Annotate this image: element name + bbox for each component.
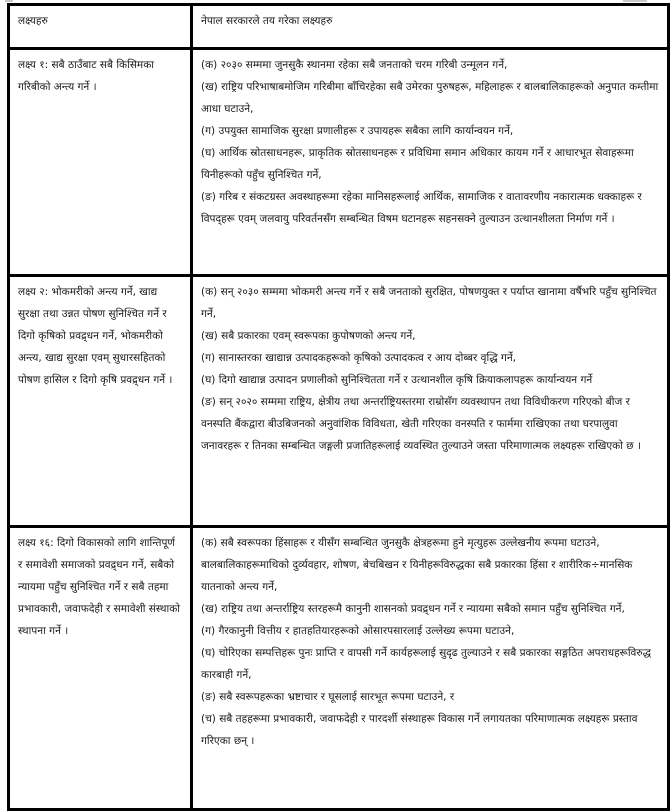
ruler-mark — [623, 0, 647, 2]
ruler-mark — [5, 0, 13, 2]
target-item: (ङ) सबै स्वरूपहरूका भ्रष्टाचार र घूसलाई सारभूत रूपमा घटाउने, र — [201, 691, 455, 703]
target-item: (ख) राष्ट्रिय परिभाषाबमोजिम गरिबीमा बाँचिरहेका सबै उमेरका पुरुषहरू, महिलाहरू र बालबालिकाहरूको अनुपात कम्तीमा आधा घटाउने, — [201, 81, 659, 115]
target-item: (घ) चोरिएका सम्पत्तिहरू पुनः प्राप्ति र वापसी गर्ने कार्यहरूलाई सुदृढ तुल्याउने र सबै प्रकारका सङ्गठित अपराधहरूविरुद्ध कारबाही गर्ने, — [201, 647, 652, 681]
target-item: (ख) सबै प्रकारका एवम् स्वरूपका कुपोषणको अन्त्य गर्ने, — [201, 330, 416, 342]
target-item: (ग) सानास्तरका खाद्यान्न उत्पादकहरूको कृषिको उत्पादकत्व र आय दोब्बर वृद्धि गर्ने, — [201, 352, 517, 364]
table-row — [9, 527, 669, 810]
target-item: (ङ) गरिब र संकटग्रस्त अवस्थाहरूमा रहेका मानिसहरूलाई आर्थिक, सामाजिक र वातावरणीय नकारात्मक धक्काहरू र विपद्हरू एवम् जलवायु परिवर्तनसँग सम्बन्धित विषम घटानहरू सहनसक्ने तुल्याउन उत्थानशीलता निर्माण गर्ने । — [201, 191, 642, 225]
goal-cell: लक्ष्य १६: दिगो विकासको लागि शान्तिपूर्ण र समावेशी समाजको प्रवद्र्धन गर्ने, सबैको न्यायमा पहुँच सुनिश्चित गर्ने र सबै तहमा प्रभावकारी, जवाफदेही र समावेशी संस्थाको स्थापना गर्ने । — [9, 527, 192, 810]
table-header-row — [9, 5, 669, 49]
target-item: (क) सन् २०३० सम्ममा भोकमरी अन्त्य गर्ने र सबै जनताको सुरक्षित, पोषणयुक्त र पर्याप्त खानामा वर्षैभरि पहुँच सुनिश्चित गर्ने, — [201, 286, 657, 320]
header-goals: लक्ष्यहरु — [9, 5, 192, 49]
target-item: (च) सबै तहहरूमा प्रभावकारी, जवाफदेही र पारदर्शी संस्थाहरू विकास गर्ने लगायतका परिमाणात्मक लक्ष्यहरू प्रस्ताव गरिएका छन् । — [201, 713, 638, 747]
goal-cell: लक्ष्य २: भोकमरीको अन्त्य गर्ने, खाद्य सुरक्षा तथा उन्नत पोषण सुनिश्चित गर्ने र दिगो कृषिको प्रवद्र्धन गर्ने, भोकमरीको अन्त्य, खाद्य सुरक्षा एवम् सुधारसहितको पोषण हासिल र दिगो कृषि प्रवद्र्धन गर्ने । — [9, 276, 192, 527]
target-item: (ख) राष्ट्रिय तथा अन्तर्राष्ट्रिय स्तरहरूमै कानुनी शासनको प्रवद्र्धन गर्ने र न्यायमा सबैको समान पहुँच सुनिश्चित गर्ने, — [201, 603, 625, 615]
target-item: (ग) गैरकानुनी वित्तीय र हातहतियारहरूको ओसारपसारलाई उल्लेख्य रूपमा घटाउने, — [201, 625, 515, 637]
table-row — [9, 49, 669, 276]
targets-cell — [192, 276, 669, 527]
target-item: (घ) दिगो खाद्यान्न उत्पादन प्रणालीको सुनिश्चितता गर्ने र उत्थानशील कृषि क्रियाकलापहरू कार्यान्वयन गर्ने — [201, 374, 593, 386]
header-government-targets: नेपाल सरकारले तय गरेका लक्ष्यहरु — [192, 5, 669, 49]
targets-cell — [192, 527, 669, 810]
sdg-goals-table — [7, 3, 670, 811]
targets-cell — [192, 49, 669, 276]
goal-cell: लक्ष्य १: सबै ठाउँबाट सबै किसिमका गरिबीको अन्त्य गर्ने । — [9, 49, 192, 276]
target-item: (ङ) सन् २०२० सम्ममा राष्ट्रिय, क्षेत्रीय तथा अन्तर्राष्ट्रियस्तरमा राम्रोसँग व्यवस्थापन तथा विविधीकरण गरिएको बीज र वनस्पति बैंकद्वारा बीउबिजनको अनुवांशिक विविधता, खेती गरिएका वनस्पति र फार्ममा राखिएका तथा घरपालुवा जनावरहरू र तिनका सम्बन्धित जङ्गली प्रजातिहरूलाई व्यवस्थित तुल्याउने जस्ता परिमाणात्मक लक्ष्यहरू राखिएको छ । — [201, 396, 641, 452]
target-item: (क) २०३० सम्ममा जुनसुकै स्थानमा रहेका सबै जनताको चरम गरिबी उन्मूलन गर्ने, — [201, 59, 508, 71]
target-item: (ग) उपयुक्त सामाजिक सुरक्षा प्रणालीहरू र उपायहरू सबैका लागि कार्यान्वयन गर्ने, — [201, 125, 514, 137]
target-item: (घ) आर्थिक स्रोतसाधनहरू, प्राकृतिक स्रोतसाधनहरू र प्रविधिमा समान अधिकार कायम गर्ने र आधारभूत सेवाहरूमा यिनीहरूको पहुँच सुनिश्चित गर्ने, — [201, 147, 634, 181]
table-row — [9, 276, 669, 527]
target-item: (क) सबै स्वरूपका हिंसाहरू र यीसँग सम्बन्धित जुनसुकै क्षेत्रहरूमा हुने मृत्युहरू उल्लेखनीय रूपमा घटाउने, बालबालिकाहरूमाथिको दुर्व्यवहार, शोषण, बेचबिखन र यिनीहरूविरुद्धका सबै प्रकारका हिंसा र शारीरिक÷मानसिक यातनाको अन्त्य गर्ने, — [201, 537, 633, 593]
